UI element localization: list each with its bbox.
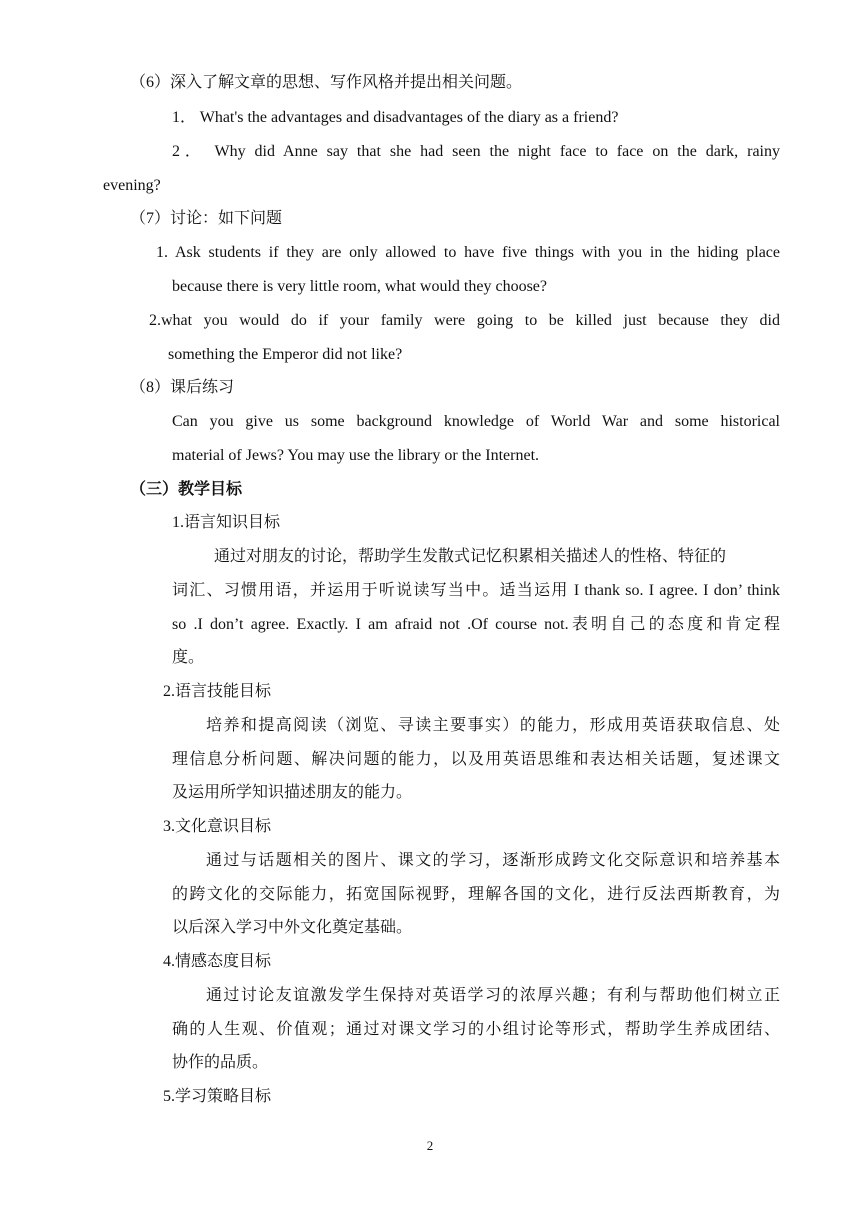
section-6-question-2-line-2: evening? [103,177,161,194]
page-number: 2 [426,1138,434,1153]
goal-1-line-3: so .I don’t agree. Exactly. I am afraid not .Of course not.表明自己的态度和肯定程 [172,616,780,633]
section-6-question-2-line-1: 2． Why did Anne say that she had seen the night face to face on the dark, rainy [172,143,780,160]
section-8-text-line-1: Can you give us some background knowledge of World War and some historical [172,413,780,430]
goal-3-line-1: 通过与话题相关的图片、课文的学习，逐渐形成跨文化交际意识和培养基本 [206,852,780,869]
section-7-question-2-line-1: 2.what you would do if your family were going to be killed just because they did [149,312,780,329]
goal-3-heading: 3.文化意识目标 [163,818,272,835]
goal-2-line-2: 理信息分析问题、解决问题的能力，以及用英语思维和表达相关话题，复述课文 [172,751,780,768]
section-6-heading: （6）深入了解文章的思想、写作风格并提出相关问题。 [130,74,523,91]
goal-1-line-4: 度。 [172,649,205,666]
goal-4-line-1: 通过讨论友谊激发学生保持对英语学习的浓厚兴趣；有利与帮助他们树立正 [206,987,780,1004]
goal-3-line-2: 的跨文化的交际能力，拓宽国际视野，理解各国的文化，进行反法西斯教育，为 [172,886,780,903]
section-8-heading: （8）课后练习 [130,379,235,396]
goal-4-line-2: 确的人生观、价值观；通过对课文学习的小组讨论等形式，帮助学生养成团结、 [172,1021,780,1038]
goal-4-line-3: 协作的品质。 [172,1054,269,1071]
goal-2-line-1: 培养和提高阅读（浏览、寻读主要事实）的能力，形成用英语获取信息、处 [206,717,780,734]
section-7-question-1-line-2: because there is very little room, what would they choose? [172,278,547,295]
section-6-question-1: 1． What's the advantages and disadvantages of the diary as a friend? [172,109,619,126]
goal-1-line-2: 词汇、习惯用语，并运用于听说读写当中。适当运用 I thank so. I agree. I don’ think [172,582,780,599]
goal-4-heading: 4.情感态度目标 [163,953,272,970]
goal-5-heading: 5.学习策略目标 [163,1088,272,1105]
goal-2-line-3: 及运用所学知识描述朋友的能力。 [172,784,413,801]
goal-1-line-1: 通过对朋友的讨论，帮助学生发散式记忆积累相关描述人的性格、特征的 [214,548,727,565]
section-7-heading: （7）讨论：如下问题 [130,210,283,227]
section-7-question-2-line-2: something the Emperor did not like? [168,346,403,363]
section-3-heading: （三）教学目标 [130,481,243,498]
goal-3-line-3: 以后深入学习中外文化奠定基础。 [172,919,413,936]
goal-1-heading: 1.语言知识目标 [172,514,281,531]
section-7-question-1-line-1: 1. Ask students if they are only allowed to have five things with you in the hiding place [156,244,780,261]
goal-2-heading: 2.语言技能目标 [163,683,272,700]
section-8-text-line-2: material of Jews? You may use the library or the Internet. [172,447,540,464]
